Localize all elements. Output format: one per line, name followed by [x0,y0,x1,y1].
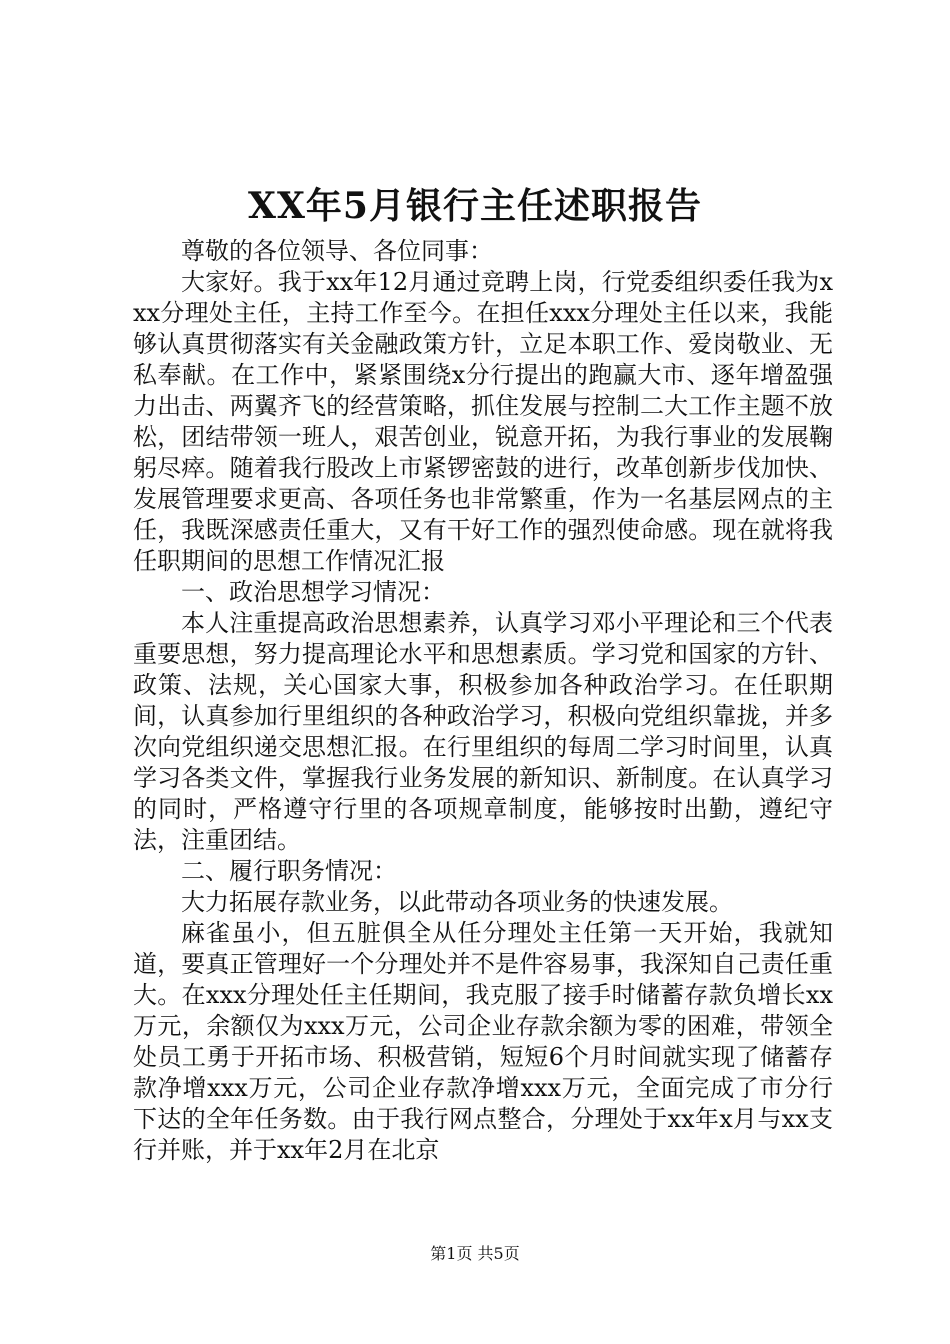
page-footer: 第1页 共5页 [430,1244,520,1263]
section-heading-duties: 二、履行职务情况： [181,857,397,885]
document-body [133,236,833,1166]
document-title: XX年5月银行主任述职报告 [248,185,702,227]
salutation: 尊敬的各位领导、各位同事： [181,237,493,265]
paragraph-intro: 大家好。我于xx年12月通过竞聘上岗，行党委组织委任我为xxx分理处主任，主持工作至今。在担任xxx分理处主任以来，我能够认真贯彻落实有关金融政策方针，立足本职工作、爱岗敬业、无私奉献。在工作中，紧紧围绕x分行提出的跑赢大市、逐年增盈强力出击、两翼齐飞的经营策略，抓住发展与控制二大工作主题不放松，团结带领一班人，艰苦创业，锐意开拓，为我行事业的发展鞠躬尽瘁。随着我行股改上市紧锣密鼓的进行，改革创新步伐加快、发展管理要求更高、各项任务也非常繁重，作为一名基层网点的主任，我既深感责任重大，又有干好工作的强烈使命感。现在就将我任职期间的思想工作情况汇报 [133,268,833,575]
paragraph-deposits-detail: 麻雀虽小，但五脏俱全从任分理处主任第一天开始，我就知道，要真正管理好一个分理处并不是件容易事，我深知自己责任重大。在xxx分理处任主任期间，我克服了接手时储蓄存款负增长xx万元，余额仅为xxx万元，公司企业存款余额为零的困难，带领全处员工勇于开拓市场、积极营销，短短6个月时间就实现了储蓄存款净增xxx万元，公司企业存款净增xxx万元，全面完成了市分行下达的全年任务数。由于我行网点整合，分理处于xx年x月与xx支行并账，并于xx年2月在北京 [133,919,833,1164]
section-heading-political: 一、政治思想学习情况： [181,578,445,606]
paragraph-political: 本人注重提高政治思想素养，认真学习邓小平理论和三个代表重要思想，努力提高理论水平和思想素质。学习党和国家的方针、政策、法规，关心国家大事，积极参加各种政治学习。在任职期间，认真参加行里组织的各种政治学习，积极向党组织靠拢，并多次向党组织递交思想汇报。在行里组织的每周二学习时间里，认真学习各类文件，掌握我行业务发展的新知识、新制度。在认真学习的同时，严格遵守行里的各项规章制度，能够按时出勤，遵纪守法，注重团结。 [133,609,833,854]
paragraph-deposits-summary: 大力拓展存款业务，以此带动各项业务的快速发展。 [181,888,733,916]
